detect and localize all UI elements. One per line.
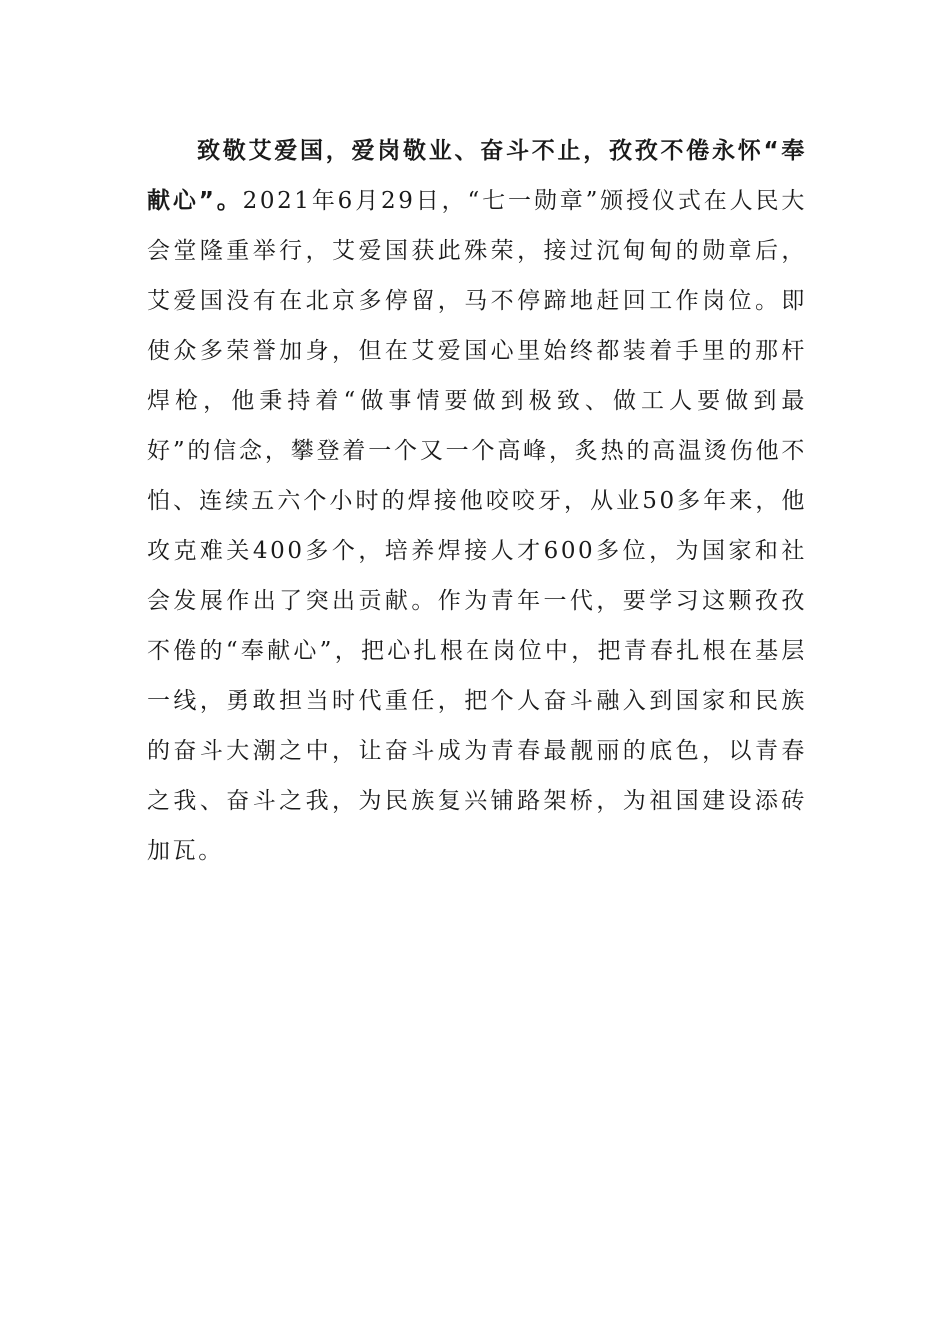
body-paragraph [147,126,807,876]
lead-sentence: 致敬艾爱国，爱岗敬业、奋斗不止，孜孜不倦永怀“奉献心”。 [147,138,807,214]
body-text: 2021年6月29日，“七一勋章”颁授仪式在人民大会堂隆重举行，艾爱国获此殊荣，接过沉甸甸的勋章后，艾爱国没有在北京多停留，马不停蹄地赶回工作岗位。即使众多荣誉加身，但在艾爱国心里始终都装着手里的那杆焊枪，他秉持着“做事情要做到极致、做工人要做到最好”的信念，攀登着一个又一个高峰，炙热的高温烫伤他不怕、连续五六个小时的焊接他咬咬牙，从业50多年来，他攻克难关400多个，培养焊接人才600多位，为国家和社会发展作出了突出贡献。作为青年一代，要学习这颗孜孜不倦的“奉献心”，把心扎根在岗位中，把青春扎根在基层一线，勇敢担当时代重任，把个人奋斗融入到国家和民族的奋斗大潮之中，让奋斗成为青春最靓丽的底色，以青春之我、奋斗之我，为民族复兴铺路架桥，为祖国建设添砖加瓦。 [147,188,807,864]
